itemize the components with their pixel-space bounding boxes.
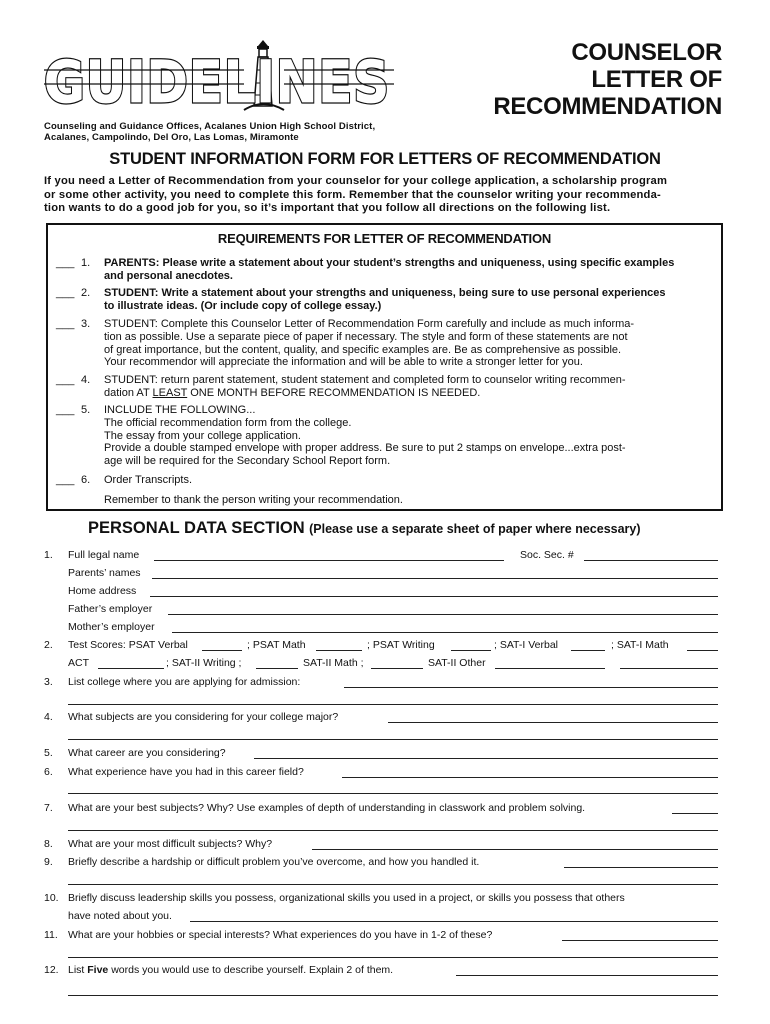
parents-names-field[interactable]	[152, 578, 718, 579]
sat2-other-field[interactable]	[495, 668, 605, 669]
q9-field[interactable]	[564, 867, 718, 868]
q7-row: 7. What are your best subjects? Why? Use examples of depth of understanding in classwork and problem solving.	[44, 802, 720, 818]
personal-data-title: PERSONAL DATA SECTION (Please use a separate sheet of paper where necessary)	[88, 519, 641, 537]
checkbox-blank[interactable]: ___	[56, 257, 75, 269]
svg-text:GUIDELINES: GUIDELINES	[44, 48, 390, 116]
requirements-title: REQUIREMENTS FOR LETTER OF RECOMMENDATION	[217, 231, 552, 246]
full-name-field[interactable]	[154, 560, 504, 561]
q8-row: 8. What are your most difficult subjects? Why?	[44, 838, 720, 854]
q10-row: 10. Briefly discuss leadership skills you possess, organizational skills you used in a project, or skills you possess that others	[44, 892, 625, 904]
checkbox-blank[interactable]: ___	[56, 374, 75, 386]
answer-line[interactable]	[68, 793, 718, 794]
q10-row-2: have noted about you.	[44, 910, 720, 926]
mother-employer-field[interactable]	[172, 632, 718, 633]
checkbox-blank[interactable]: ___	[56, 474, 75, 486]
q4-row: 4. What subjects are you considering for your college major?	[44, 711, 720, 727]
answer-line[interactable]	[68, 884, 718, 885]
main-title: STUDENT INFORMATION FORM FOR LETTERS OF RECOMMENDATION	[109, 150, 661, 168]
org-line-2: Acalanes, Campolindo, Del Oro, Las Lomas, Miramonte	[44, 132, 299, 143]
q4-field[interactable]	[388, 722, 718, 723]
father-employer-field[interactable]	[168, 614, 718, 615]
father-employer-row: Father’s employer	[44, 603, 720, 619]
intro-line-3: tion wants to do a good job for you, so it’s important that you follow all directions on the following list.	[44, 202, 611, 215]
sat1-math-field[interactable]	[687, 650, 718, 651]
form-title-line-3: RECOMMENDATION	[493, 93, 722, 120]
q5-field[interactable]	[254, 758, 718, 759]
answer-line[interactable]	[68, 739, 718, 740]
answer-line[interactable]	[68, 830, 718, 831]
checkbox-blank[interactable]: ___	[56, 318, 75, 330]
psat-math-field[interactable]	[316, 650, 362, 651]
form-title-line-1: COUNSELOR	[571, 39, 722, 66]
answer-line[interactable]	[68, 957, 718, 958]
q9-row: 9. Briefly describe a hardship or difficult problem you’ve overcome, and how you handled it.	[44, 856, 720, 872]
extra-score-field[interactable]	[620, 668, 718, 669]
svg-text:GUIDELINES: GUIDELINES	[44, 48, 390, 116]
psat-writing-field[interactable]	[451, 650, 491, 651]
form-title-line-2: LETTER OF	[591, 66, 722, 93]
org-line-1: Counseling and Guidance Offices, Acalanes Union High School District,	[44, 121, 376, 132]
home-address-row: Home address	[44, 585, 720, 601]
test-scores-row-2: ACT ; SAT-II Writing ; SAT-II Math ; SAT-II Other	[44, 657, 720, 673]
sat2-writing-field[interactable]	[256, 668, 298, 669]
q11-field[interactable]	[562, 940, 718, 941]
psat-verbal-field[interactable]	[202, 650, 242, 651]
act-field[interactable]	[98, 668, 164, 669]
intro-paragraph	[44, 175, 724, 216]
answer-line[interactable]	[68, 995, 718, 996]
guidelines-logo	[44, 40, 394, 116]
intro-line-2: or some other activity, you need to complete this form. Remember that the counselor writing your recommenda-	[44, 188, 661, 201]
q6-row: 6. What experience have you had in this career field?	[44, 766, 720, 782]
q3-row: 3. List college where you are applying for admission:	[44, 676, 720, 692]
personal-data-subtitle: (Please use a separate sheet of paper where necessary)	[309, 522, 641, 536]
form-title	[493, 39, 722, 120]
home-address-field[interactable]	[150, 596, 718, 597]
full-name-row: 1. Full legal name Soc. Sec. #	[44, 549, 720, 565]
q12-field[interactable]	[456, 975, 718, 976]
checkbox-blank[interactable]: ___	[56, 404, 75, 416]
soc-sec-field[interactable]	[584, 560, 718, 561]
test-scores-row: 2. Test Scores: PSAT Verbal ; PSAT Math ; PSAT Writing ; SAT-I Verbal ; SAT-I Math	[44, 639, 720, 655]
q10-field[interactable]	[190, 921, 718, 922]
q5-row: 5. What career are you considering?	[44, 747, 720, 763]
parents-names-row: Parents’ names	[44, 567, 720, 583]
q3-field[interactable]	[344, 687, 718, 688]
mother-employer-row: Mother’s employer	[44, 621, 720, 637]
checkbox-blank[interactable]: ___	[56, 287, 75, 299]
sat1-verbal-field[interactable]	[571, 650, 605, 651]
intro-line-1: If you need a Letter of Recommendation from your counselor for your college application, a scholarship program	[44, 175, 668, 187]
q11-row: 11. What are your hobbies or special interests? What experiences do you have in 1-2 of these?	[44, 929, 720, 945]
q7-field[interactable]	[672, 813, 718, 814]
sat2-math-field[interactable]	[371, 668, 423, 669]
q6-field[interactable]	[342, 777, 718, 778]
q8-field[interactable]	[312, 849, 718, 850]
requirements-box: REQUIREMENTS FOR LETTER OF RECOMMENDATION ___ 1. PARENTS: Please write a statement about your student’s strengths and uniqueness, using specific examples and personal anecdotes. ___ 2. STUDENT: Write a statement about your strengths and uniqueness, being sure to use personal experiences to illustrate ideas. (Or include copy of college essay.) ___ 3. STUDENT: Complete this Counselor Letter of Recommendation Form carefully and include as much informa- tion as possible. Use a separate piece of paper if necessary. The style and form of these statements are not of great importance, but the content, quality, and specific examples are. Be as comprehensive as possible. Your recommendor will appreciate the information and will be able to write a stronger letter for you. ___ 4. STUDENT: return parent statement, student statement and completed form to counselor writing recommen- dation AT LEAST ONE MONTH BEFORE RECOMMENDATION IS NEEDED. ___ 5. INCLUDE THE FOLLOWING... The official recommendation form from the college. The essay from your college application. Provide a double stamped envelope with proper address. Be sure to put 2 stamps on envelope...extra post- age will be required for the Secondary School Report form. ___ 6. Order Transcripts. Remember to thank the person writing your recommendation.	[46, 223, 723, 511]
q12-row: 12. List Five words you would use to describe yourself. Explain 2 of them.	[44, 964, 720, 980]
answer-line[interactable]	[68, 704, 718, 705]
